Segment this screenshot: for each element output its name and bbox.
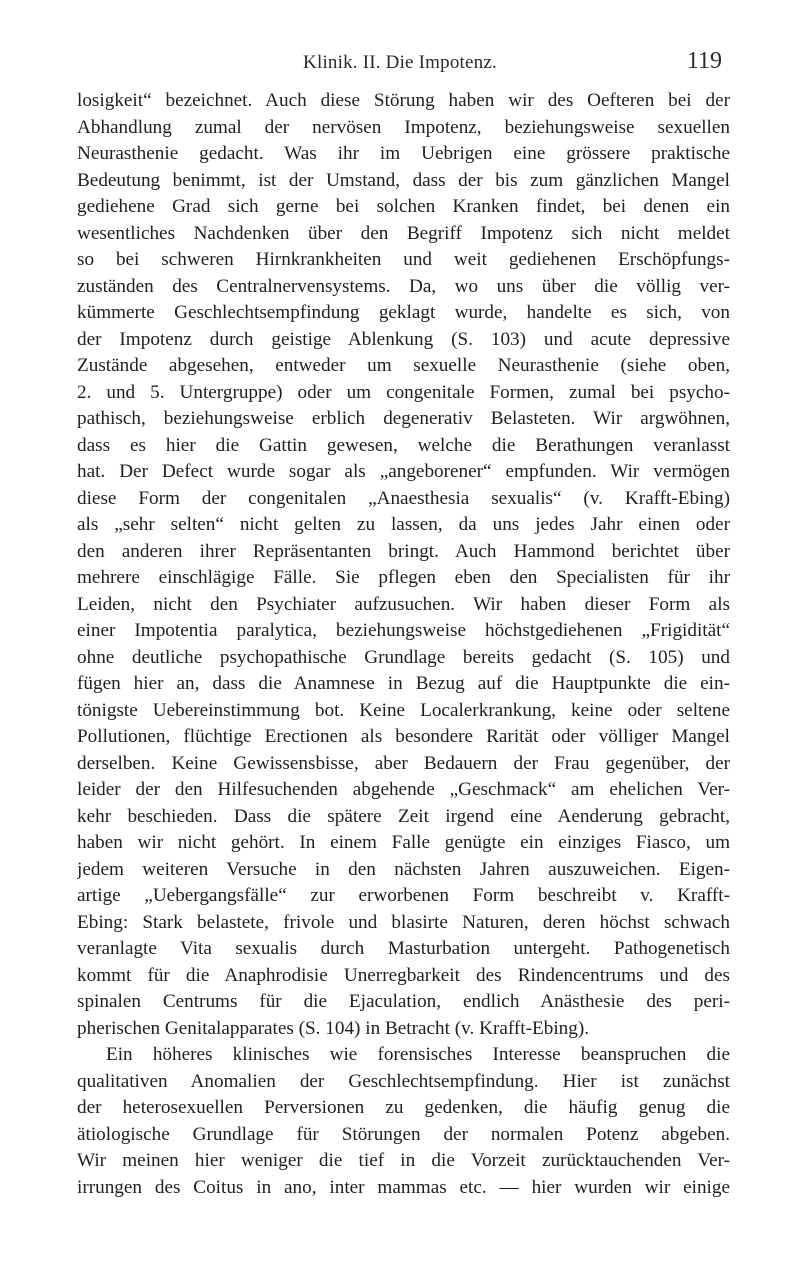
text-line: Zustände abgesehen, entweder um sexuelle Neurasthenie (siehe oben, bbox=[77, 355, 730, 376]
text-line: der heterosexuellen Perversionen zu gedenken, die häufig genug die bbox=[77, 1097, 730, 1118]
text-line: hat. Der Defect wurde sogar als „angeborener“ empfunden. Wir vermögen bbox=[77, 461, 730, 482]
text-line: spinalen Centrums für die Ejaculation, endlich Anästhesie des peri- bbox=[77, 991, 730, 1012]
text-line: gediehene Grad sich gerne bei solchen Kranken findet, bei denen ein bbox=[77, 196, 730, 217]
text-line: pathisch, beziehungsweise erblich degenerativ Belasteten. Wir argwöhnen, bbox=[77, 408, 730, 429]
body-text bbox=[77, 88, 730, 1201]
text-line: der Impotenz durch geistige Ablenkung (S. 103) und acute depressive bbox=[77, 328, 730, 350]
text-line: so bei schweren Hirnkrankheiten und weit gediehenen Erschöpfungs- bbox=[77, 249, 730, 270]
page-number: 119 bbox=[686, 48, 722, 74]
text-line: ohne deutliche psychopathische Grundlage bereits gedacht (S. 105) und bbox=[77, 646, 730, 668]
text-line: wesentliches Nachdenken über den Begriff Impotenz sich nicht meldet bbox=[77, 222, 730, 244]
text-line: Abhandlung zumal der nervösen Impotenz, beziehungsweise sexuellen bbox=[77, 116, 730, 138]
text-line: losigkeit“ bezeichnet. Auch diese Störung haben wir des Oefteren bei der bbox=[77, 90, 730, 111]
text-line: diese Form der congenitalen „Anaesthesia sexualis“ (v. Krafft-Ebing) bbox=[77, 487, 730, 509]
text-line: Leiden, nicht den Psychiater aufzusuchen. Wir haben dieser Form als bbox=[77, 593, 730, 615]
text-line: Neurasthenie gedacht. Was ihr im Uebrigen eine grössere praktische bbox=[77, 143, 730, 164]
running-title: Klinik. II. Die Impotenz. bbox=[303, 52, 497, 73]
text-line: derselben. Keine Gewissensbisse, aber Bedauern der Frau gegenüber, der bbox=[77, 752, 730, 774]
running-head bbox=[0, 48, 800, 82]
text-line: kümmerte Geschlechtsempfindung geklagt wurde, handelte es sich, von bbox=[77, 302, 730, 323]
text-line: qualitativen Anomalien der Geschlechtsempfindung. Hier ist zunächst bbox=[77, 1070, 730, 1092]
text-line: als „sehr selten“ nicht gelten zu lassen, da uns jedes Jahr einen oder bbox=[77, 514, 730, 535]
text-line: 2. und 5. Untergruppe) oder um congenitale Formen, zumal bei psycho- bbox=[77, 381, 730, 403]
text-line: ätiologische Grundlage für Störungen der normalen Potenz abgeben. bbox=[77, 1123, 730, 1145]
text-line: kommt für die Anaphrodisie Unerregbarkeit des Rindencentrums und des bbox=[77, 964, 730, 986]
text-line: den anderen ihrer Repräsentanten bringt. Auch Hammond berichtet über bbox=[77, 540, 730, 562]
text-line: Wir meinen hier weniger die tief in die Vorzeit zurücktauchenden Ver- bbox=[77, 1150, 730, 1171]
text-line: zuständen des Centralnervensystems. Da, wo uns über die völlig ver- bbox=[77, 275, 730, 297]
text-line: Pollutionen, flüchtige Erectionen als besondere Rarität oder völliger Mangel bbox=[77, 726, 730, 747]
text-line: Ein höheres klinisches wie forensisches Interesse beanspruchen die bbox=[106, 1044, 730, 1065]
text-line: kehr beschieden. Dass die spätere Zeit irgend eine Aenderung gebracht, bbox=[77, 805, 730, 827]
text-line: fügen hier an, dass die Anamnese in Bezug auf die Hauptpunkte die ein- bbox=[77, 673, 730, 694]
text-line: einer Impotentia paralytica, beziehungsweise höchstgediehenen „Frigidität“ bbox=[77, 620, 730, 641]
text-line: veranlagte Vita sexualis durch Masturbation untergeht. Pathogenetisch bbox=[77, 938, 730, 959]
text-line: Bedeutung benimmt, ist der Umstand, dass der bis zum gänzlichen Mangel bbox=[77, 169, 730, 191]
text-line: Ebing: Stark belastete, frivole und blasirte Naturen, deren höchst schwach bbox=[77, 911, 730, 933]
text-line: pherischen Genitalapparates (S. 104) in Betracht (v. Krafft-Ebing). bbox=[77, 1017, 590, 1039]
text-line: leider der den Hilfesuchenden abgehende „Geschmack“ am ehelichen Ver- bbox=[77, 779, 730, 800]
text-line: jedem weiteren Versuche in den nächsten Jahren auszuweichen. Eigen- bbox=[77, 858, 730, 880]
text-line: dass es hier die Gattin gewesen, welche die Berathungen veranlasst bbox=[77, 434, 730, 456]
text-line: artige „Uebergangsfälle“ zur erworbenen Form beschreibt v. Krafft- bbox=[77, 885, 730, 906]
text-line: mehrere einschlägige Fälle. Sie pflegen eben den Specialisten für ihr bbox=[77, 567, 730, 588]
text-line: irrungen des Coitus in ano, inter mammas etc. — hier wurden wir einige bbox=[77, 1176, 730, 1198]
text-line: tönigste Uebereinstimmung bot. Keine Localerkrankung, keine oder seltene bbox=[77, 699, 730, 721]
text-line: haben wir nicht gehört. In einem Falle genügte ein einziges Fiasco, um bbox=[77, 832, 730, 853]
